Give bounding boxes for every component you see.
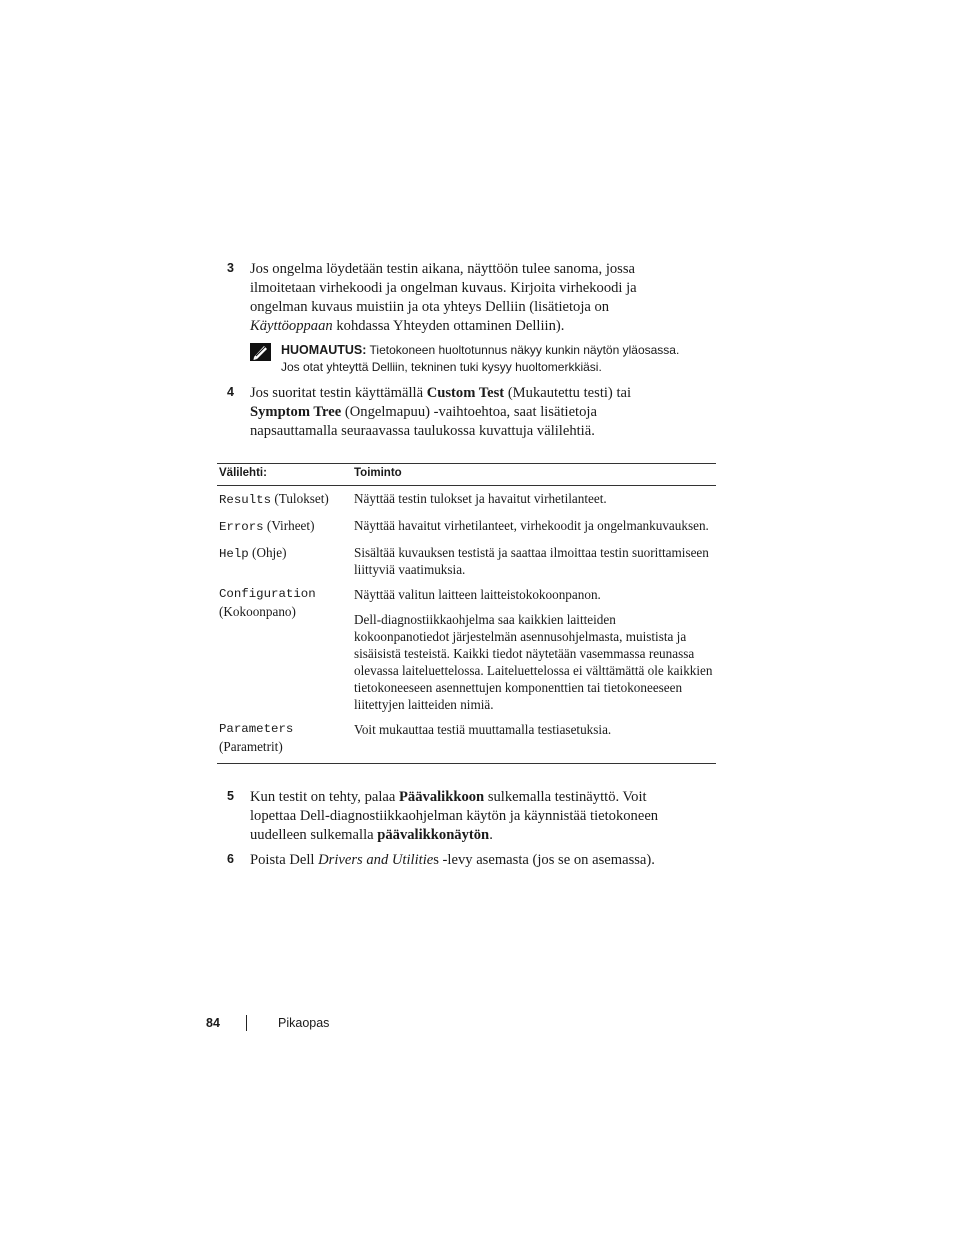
tab-cell — [217, 517, 352, 544]
step-line: ilmoitetaan virhekoodi ja ongelman kuvaus. Kirjoita virhekoodi ja — [250, 280, 637, 296]
table-row — [217, 721, 716, 764]
tab-cell — [217, 486, 352, 518]
description-cell: Näyttää testin tulokset ja havaitut virhetilanteet. — [354, 491, 607, 506]
tab-label: (Ohje) — [248, 545, 287, 560]
document-title: Pikaopas — [278, 1016, 330, 1030]
note-pencil-icon — [250, 343, 271, 361]
step-line — [250, 826, 697, 845]
step-text-part: . — [489, 827, 493, 843]
header-tab: Välilehti: — [217, 464, 352, 486]
note-line: Jos otat yhteyttä Delliin, tekninen tuki kysyy huoltomerkkiäsi. — [281, 360, 602, 374]
step-line: ongelman kuvaus muistiin ja ota yhteys Delliin (lisätietoja on — [250, 299, 610, 315]
step-text-part: Jos suoritat testin käyttämällä — [250, 385, 427, 401]
tab-label: (Tulokset) — [271, 491, 329, 506]
step-text-part: Poista Dell — [250, 852, 319, 868]
description-cell — [352, 586, 716, 721]
description-cell: Voit mukauttaa testiä muuttamalla testiasetuksia. — [354, 722, 612, 737]
step-number: 6 — [227, 852, 234, 866]
tab-code: Help — [219, 547, 249, 561]
tab-label: (Kokoonpano) — [219, 604, 296, 619]
tab-cell — [217, 721, 352, 764]
option-custom-test: Custom Test — [426, 385, 505, 401]
tab-cell — [217, 544, 352, 586]
manual-title: Käyttöoppaan — [250, 318, 333, 334]
step-number: 3 — [227, 261, 234, 275]
tabs-table — [217, 463, 716, 764]
step-6 — [227, 851, 697, 870]
step-text — [250, 260, 697, 336]
description-cell: Sisältää kuvauksen testistä ja saattaa ilmoittaa testin suorittamiseen liittyviä vaatimuksia. — [354, 545, 709, 577]
step-number: 5 — [227, 789, 234, 803]
step-text-part: uudelleen sulkemalla — [250, 827, 378, 843]
tab-code: Results — [219, 493, 272, 507]
step-text-part: s -levy asemasta (jos se on asemassa). — [433, 852, 655, 868]
step-3 — [227, 260, 697, 336]
table-row — [217, 486, 716, 518]
note-text — [281, 342, 710, 376]
tab-label: (Parametrit) — [219, 739, 283, 754]
tab-code: Configuration — [219, 587, 316, 601]
step-4 — [227, 384, 697, 441]
step-line — [250, 384, 697, 403]
step-text-part: (Mukautettu testi) tai — [504, 385, 632, 401]
header-function: Toiminto — [352, 464, 716, 486]
step-line: lopettaa Dell-diagnostiikkaohjelman käytön ja käynnistää tietokoneen — [250, 808, 659, 824]
main-menu-term: Päävalikkoon — [399, 789, 485, 805]
step-line: napsauttamalla seuraavassa taulukossa kuvattuja välilehtiä. — [250, 423, 595, 439]
tab-cell — [217, 586, 352, 721]
page-number: 84 — [206, 1016, 220, 1030]
tab-label: (Virheet) — [263, 518, 315, 533]
step-text-part: (Ongelmapuu) -vaihtoehtoa, saat lisätietoja — [341, 404, 597, 420]
media-name: Drivers and Utilitie — [318, 852, 434, 868]
table-row — [217, 586, 716, 721]
description-cell: Näyttää havaitut virhetilanteet, virhekoodit ja ongelmankuvauksen. — [354, 518, 709, 533]
tab-code: Parameters — [219, 722, 294, 736]
step-line — [250, 403, 697, 422]
step-text-part: sulkemalla testinäyttö. Voit — [484, 789, 647, 805]
step-line-rest: kohdassa Yhteyden ottaminen Delliin). — [332, 318, 565, 334]
footer-divider — [246, 1015, 247, 1031]
step-line — [250, 788, 697, 807]
tab-code: Errors — [219, 520, 264, 534]
table-row — [217, 517, 716, 544]
note-box — [250, 342, 710, 376]
main-menu-screen-term: päävalikkonäytön — [377, 827, 490, 843]
description-text: Dell-diagnostiikkaohjelma saa kaikkien laitteiden kokoonpanotiedot järjestelmän asennusohjelmasta, muistista ja sisäisistä testeistä. Kaikki tiedot näytetään vasemmassa reunassa olevassa laiteluettelossa. Laiteluettelossa ei välttämättä ole kaikkien tietokoneeseen asennettujen komponenttien tai tietokoneeseen liitettyjen laitteiden nimiä. — [354, 612, 713, 712]
description-text: Näyttää valitun laitteen laitteistokokoonpanon. — [354, 587, 601, 602]
table-header-row — [217, 464, 716, 486]
step-text — [250, 384, 697, 441]
step-line: Jos ongelma löydetään testin aikana, näyttöön tulee sanoma, jossa — [250, 261, 636, 277]
step-line — [250, 317, 697, 336]
step-text — [250, 851, 697, 870]
step-text — [250, 788, 697, 845]
option-symptom-tree: Symptom Tree — [250, 404, 342, 420]
step-line — [250, 851, 697, 870]
step-5 — [227, 788, 697, 845]
note-line: Tietokoneen huoltotunnus näkyy kunkin näytön yläosassa. — [366, 343, 680, 357]
note-label: HUOMAUTUS: — [281, 343, 367, 357]
step-text-part: Kun testit on tehty, palaa — [250, 789, 400, 805]
step-number: 4 — [227, 385, 234, 399]
table-row — [217, 544, 716, 586]
